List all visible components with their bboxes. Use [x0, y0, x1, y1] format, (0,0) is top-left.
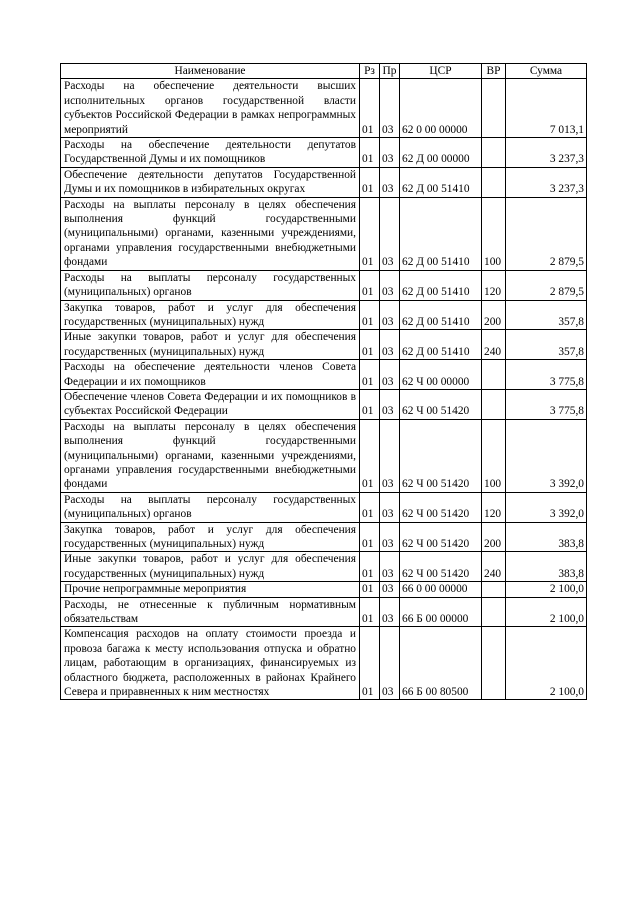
- row-rz: 01: [360, 79, 380, 138]
- row-csr: 62 Д 00 51410: [400, 330, 482, 360]
- row-pr: 03: [380, 597, 400, 627]
- row-csr: 66 0 00 00000: [400, 582, 482, 597]
- row-pr: 03: [380, 522, 400, 552]
- row-sum: 357,8: [506, 300, 587, 330]
- table-row: [61, 330, 587, 360]
- row-pr: 03: [380, 492, 400, 522]
- row-rz: 01: [360, 360, 380, 390]
- row-name: Компенсация расходов на оплату стоимости проезда и провоза багажа к месту использования отпуска и обратно лицам, работающим в организациях, финансируемых из областного бюджета, расположенных в районах Крайнего Севера и приравненных к ним местностях: [61, 627, 360, 700]
- row-csr: 62 Ч 00 51420: [400, 522, 482, 552]
- row-rz: 01: [360, 138, 380, 168]
- row-rz: 01: [360, 582, 380, 597]
- table-row: [61, 552, 587, 582]
- row-csr: 62 Ч 00 51420: [400, 552, 482, 582]
- header-vr: ВР: [482, 64, 506, 79]
- row-sum: 2 100,0: [506, 582, 587, 597]
- row-name: Расходы на обеспечение деятельности депутатов Государственной Думы и их помощников: [61, 138, 360, 168]
- row-rz: 01: [360, 330, 380, 360]
- row-rz: 01: [360, 627, 380, 700]
- row-sum: 7 013,1: [506, 79, 587, 138]
- row-vr: [482, 627, 506, 700]
- row-pr: 03: [380, 330, 400, 360]
- row-name: Иные закупки товаров, работ и услуг для обеспечения государственных (муниципальных) нужд: [61, 552, 360, 582]
- table-row: [61, 197, 587, 270]
- row-csr: 66 Б 00 80500: [400, 627, 482, 700]
- table-row: [61, 627, 587, 700]
- row-name: Расходы на выплаты персоналу государственных (муниципальных) органов: [61, 270, 360, 300]
- table-row: [61, 522, 587, 552]
- row-pr: 03: [380, 270, 400, 300]
- row-sum: 3 392,0: [506, 419, 587, 492]
- table-row: [61, 389, 587, 419]
- row-csr: 62 Д 00 00000: [400, 138, 482, 168]
- row-csr: 66 Б 00 00000: [400, 597, 482, 627]
- row-rz: 01: [360, 300, 380, 330]
- table-row: [61, 138, 587, 168]
- table-row: [61, 360, 587, 390]
- row-sum: 2 100,0: [506, 627, 587, 700]
- row-vr: 120: [482, 270, 506, 300]
- row-rz: 01: [360, 522, 380, 552]
- row-pr: 03: [380, 419, 400, 492]
- row-csr: 62 0 00 00000: [400, 79, 482, 138]
- row-sum: 3 237,3: [506, 138, 587, 168]
- row-pr: 03: [380, 167, 400, 197]
- row-vr: [482, 138, 506, 168]
- row-name: Прочие непрограммные мероприятия: [61, 582, 360, 597]
- row-vr: [482, 582, 506, 597]
- row-pr: 03: [380, 138, 400, 168]
- row-name: Обеспечение членов Совета Федерации и их помощников в субъектах Российской Федерации: [61, 389, 360, 419]
- row-sum: 3 775,8: [506, 389, 587, 419]
- row-rz: 01: [360, 492, 380, 522]
- row-rz: 01: [360, 270, 380, 300]
- row-vr: [482, 597, 506, 627]
- row-csr: 62 Ч 00 51420: [400, 492, 482, 522]
- budget-table: [60, 63, 587, 700]
- row-vr: 100: [482, 419, 506, 492]
- row-sum: 2 100,0: [506, 597, 587, 627]
- row-vr: [482, 79, 506, 138]
- row-vr: 240: [482, 552, 506, 582]
- row-sum: 2 879,5: [506, 270, 587, 300]
- row-name: Расходы на выплаты персоналу в целях обеспечения выполнения функций государственными (муниципальными) органами, казенными учреждениями, органами управления государственными внебюджетными фондами: [61, 197, 360, 270]
- row-name: Расходы на обеспечение деятельности высших исполнительных органов государственной власти субъектов Российской Федерации в рамках непрограммных мероприятий: [61, 79, 360, 138]
- row-vr: 240: [482, 330, 506, 360]
- header-row: [61, 64, 587, 79]
- row-pr: 03: [380, 389, 400, 419]
- row-rz: 01: [360, 597, 380, 627]
- table-row: [61, 300, 587, 330]
- row-rz: 01: [360, 552, 380, 582]
- row-csr: 62 Д 00 51410: [400, 270, 482, 300]
- row-sum: 2 879,5: [506, 197, 587, 270]
- table-row: [61, 270, 587, 300]
- row-csr: 62 Ч 00 00000: [400, 360, 482, 390]
- row-name: Иные закупки товаров, работ и услуг для обеспечения государственных (муниципальных) нужд: [61, 330, 360, 360]
- row-vr: 200: [482, 300, 506, 330]
- row-vr: [482, 389, 506, 419]
- row-vr: [482, 360, 506, 390]
- row-rz: 01: [360, 197, 380, 270]
- row-pr: 03: [380, 582, 400, 597]
- table-row: [61, 597, 587, 627]
- header-csr: ЦСР: [400, 64, 482, 79]
- row-csr: 62 Д 00 51410: [400, 197, 482, 270]
- row-name: Обеспечение деятельности депутатов Государственной Думы и их помощников в избирательных округах: [61, 167, 360, 197]
- row-pr: 03: [380, 627, 400, 700]
- row-vr: 120: [482, 492, 506, 522]
- table-row: [61, 419, 587, 492]
- row-sum: 3 392,0: [506, 492, 587, 522]
- row-sum: 3 237,3: [506, 167, 587, 197]
- row-sum: 383,8: [506, 522, 587, 552]
- row-csr: 62 Ч 00 51420: [400, 389, 482, 419]
- row-sum: 383,8: [506, 552, 587, 582]
- header-pr: Пр: [380, 64, 400, 79]
- row-name: Расходы на выплаты персоналу государственных (муниципальных) органов: [61, 492, 360, 522]
- row-name: Расходы на обеспечение деятельности членов Совета Федерации и их помощников: [61, 360, 360, 390]
- row-rz: 01: [360, 419, 380, 492]
- table-row: [61, 79, 587, 138]
- table-row: [61, 582, 587, 597]
- header-rz: Рз: [360, 64, 380, 79]
- row-vr: [482, 167, 506, 197]
- row-csr: 62 Д 00 51410: [400, 300, 482, 330]
- header-name: Наименование: [61, 64, 360, 79]
- row-name: Закупка товаров, работ и услуг для обеспечения государственных (муниципальных) нужд: [61, 522, 360, 552]
- row-name: Закупка товаров, работ и услуг для обеспечения государственных (муниципальных) нужд: [61, 300, 360, 330]
- row-pr: 03: [380, 79, 400, 138]
- row-rz: 01: [360, 167, 380, 197]
- row-pr: 03: [380, 360, 400, 390]
- row-sum: 357,8: [506, 330, 587, 360]
- row-csr: 62 Д 00 51410: [400, 167, 482, 197]
- row-pr: 03: [380, 552, 400, 582]
- row-sum: 3 775,8: [506, 360, 587, 390]
- row-pr: 03: [380, 300, 400, 330]
- row-vr: 100: [482, 197, 506, 270]
- row-rz: 01: [360, 389, 380, 419]
- header-sum: Сумма: [506, 64, 587, 79]
- row-csr: 62 Ч 00 51420: [400, 419, 482, 492]
- row-name: Расходы, не отнесенные к публичным нормативным обязательствам: [61, 597, 360, 627]
- row-name: Расходы на выплаты персоналу в целях обеспечения выполнения функций государственными (муниципальными) органами, казенными учреждениями, органами управления государственными внебюджетными фондами: [61, 419, 360, 492]
- table-row: [61, 492, 587, 522]
- row-vr: 200: [482, 522, 506, 552]
- table-row: [61, 167, 587, 197]
- row-pr: 03: [380, 197, 400, 270]
